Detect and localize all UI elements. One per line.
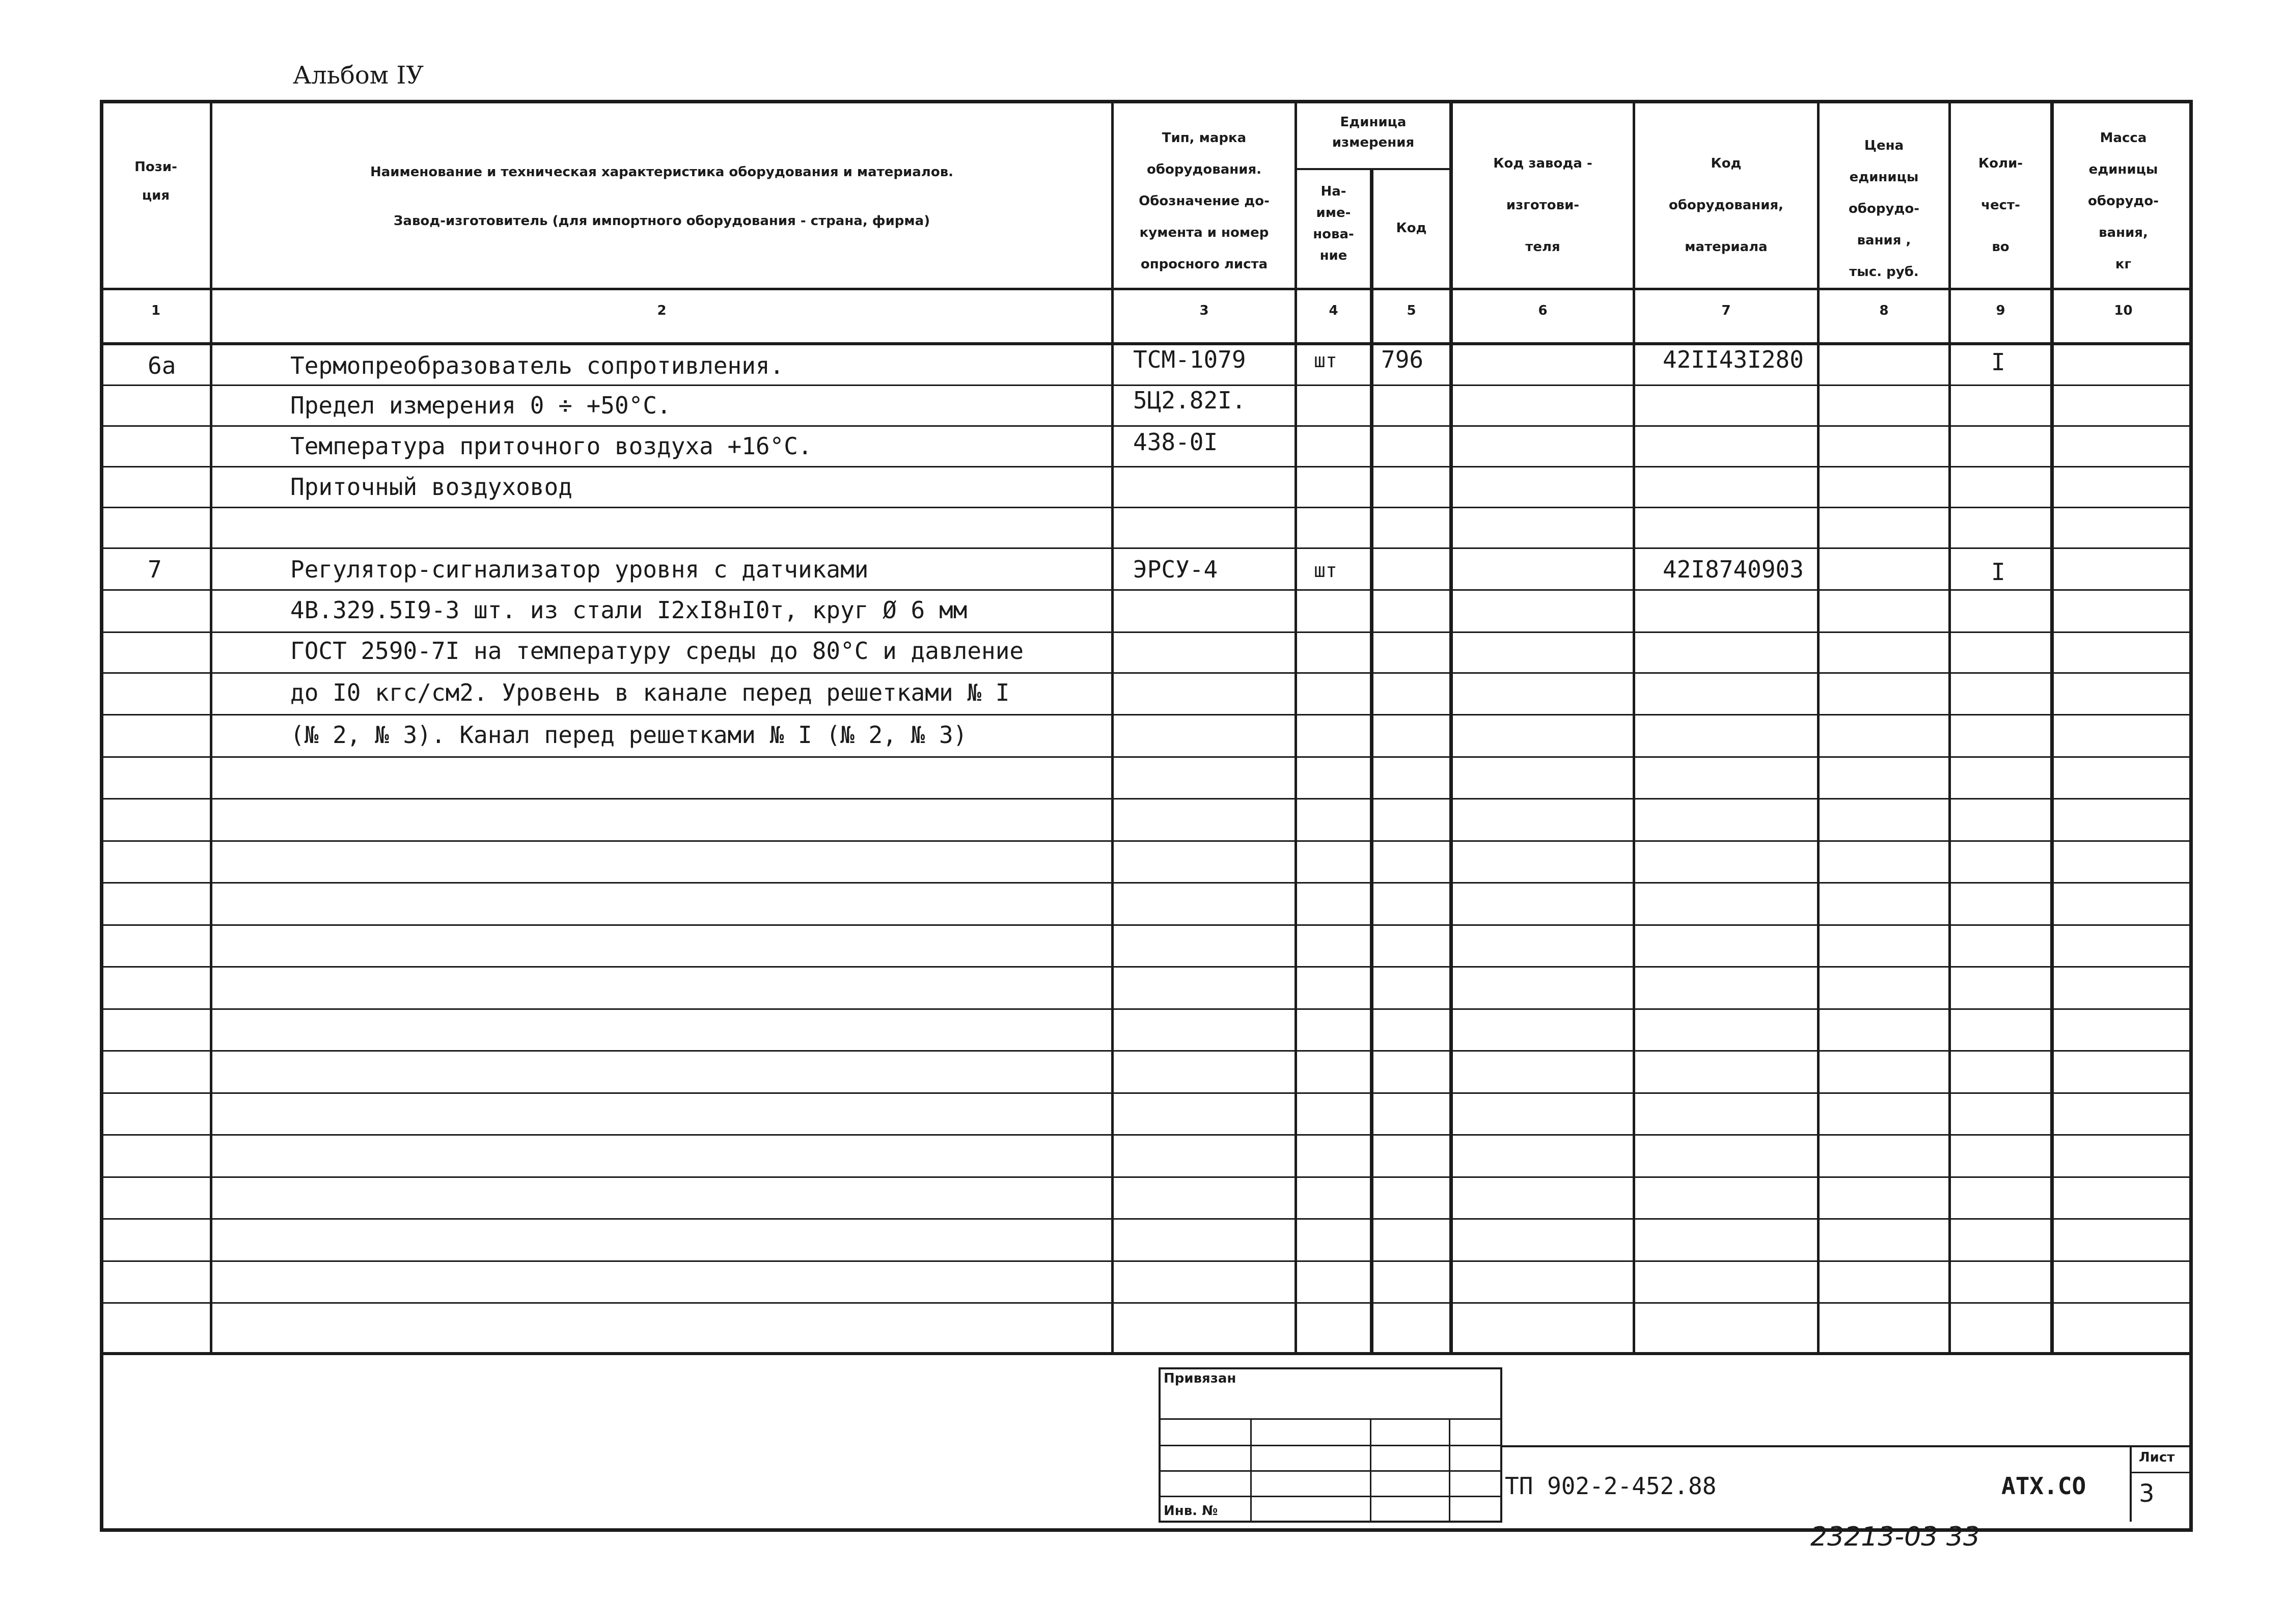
row-type: 5Ц2.82I. [1133,387,1246,414]
header-unit-name: На- име- нова- ние [1313,184,1354,263]
bound-label: Привязан [1164,1371,1236,1386]
row-name: Термопреобразователь сопротивления. [290,352,784,379]
row-type: 438-0I [1133,428,1218,456]
row-name: до I0 кгс/см2. Уровень в канале перед решетками № I [290,679,1010,706]
row-position: 7 [148,556,162,583]
header-quantity: Коли- чест- во [1978,156,2023,255]
row-quantity: I [1991,348,2005,376]
row-position: 6а [148,352,176,379]
header-unit-code: Код [1396,221,1427,236]
document-code: ТП 902-2-452.88 [1505,1472,1717,1500]
header-type: Тип, марка оборудования. Обозначение до- кумента и номер опросного листа [1139,130,1270,272]
row-type: ЭРСУ-4 [1133,556,1218,583]
header-price: Цена единицы оборудо- вания , тыс. руб. [1848,138,1920,280]
album-label: Альбом IУ [293,61,424,90]
header-mass: Масса единицы оборудо- вания, кг [2087,130,2159,272]
header-position: Пози- ция [134,159,177,203]
row-name: (№ 2, № 3). Канал перед решетками № I (№ 2, № 3) [290,721,968,749]
row-name: Предел измерения 0 ÷ +50°С. [290,392,671,419]
row-unit-code: 796 [1381,346,1424,373]
header-unit-group: Единица измерения [1332,115,1415,150]
row-unit: шт [1314,559,1337,582]
row-type: ТСМ-1079 [1133,346,1246,373]
document-mark: АТХ.СО [2001,1472,2086,1500]
row-name: 4В.329.5I9-3 шт. из стали I2хI8нI0т, круг Ø 6 мм [290,596,968,624]
sheet-number: 3 [2139,1479,2155,1508]
row-equipment-code: 42II43I280 [1663,346,1804,373]
header-name: Наименование и техническая характеристика оборудования и материалов. Завод-изготовитель (для импортного оборудования - страна, фирма) [370,164,954,229]
inventory-label: Инв. № [1164,1503,1218,1519]
row-name: Температура приточного воздуха +16°С. [290,432,812,460]
row-unit: шт [1314,349,1337,372]
row-name: Приточный воздуховод [290,473,572,501]
footer-note: 23213-03 33 [1810,1522,1980,1552]
row-equipment-code: 42I8740903 [1663,556,1804,583]
row-quantity: I [1991,558,2005,586]
header-factory-code: Код завода - изготови- теля [1493,156,1592,255]
row-name: Регулятор-сигнализатор уровня с датчиками [290,556,869,583]
sheet-label: Лист [2139,1450,2175,1465]
row-name: ГОСТ 2590-7I на температуру среды до 80°С и давление [290,637,1024,665]
header-equipment-code: Код оборудования, материала [1668,156,1784,255]
